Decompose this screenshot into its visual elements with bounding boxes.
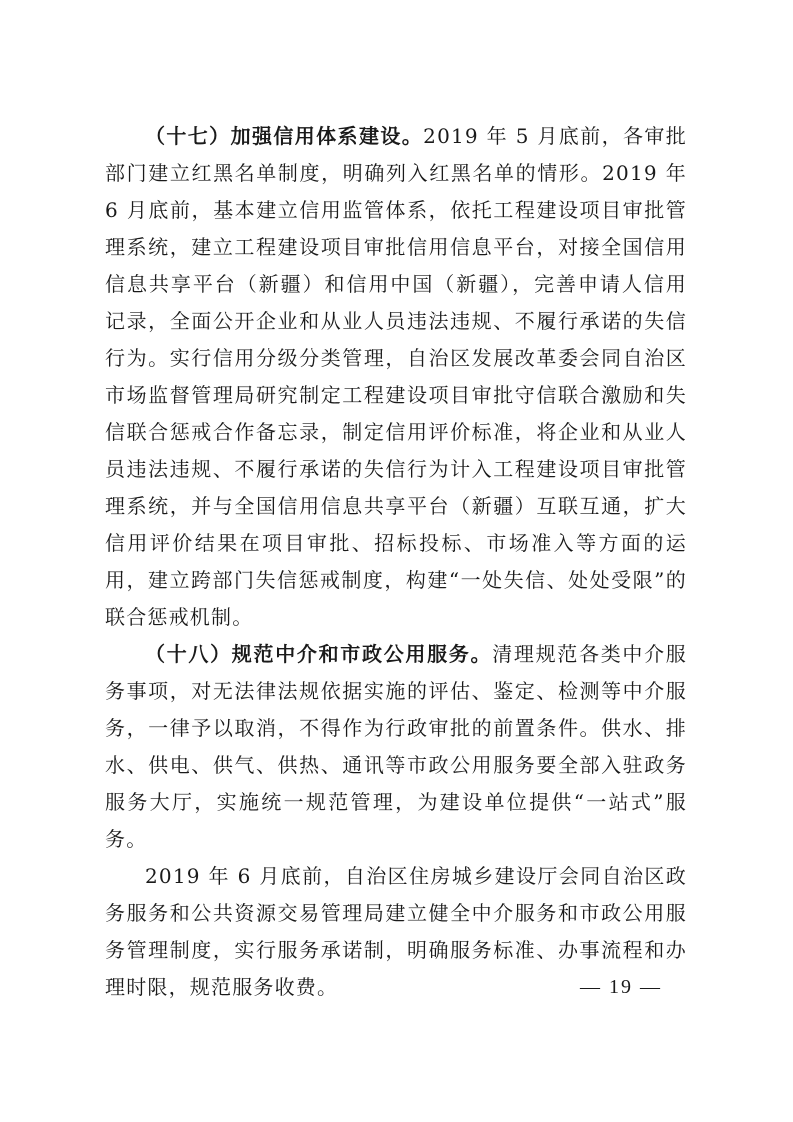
- paragraph-body: 2019 年 6 月底前，自治区住房城乡建设厅会同自治区政务服务和公共资源交易管理局建立健全中介服务和市政公用服务管理制度，实行服务承诺制，明确服务标准、办事流程和办理时限，规范服务收费。: [105, 864, 687, 999]
- paragraph-heading: （十八）规范中介和市政公用服务。: [145, 642, 493, 666]
- paragraph-intermediary-services: [105, 636, 687, 858]
- paragraph-body: 清理规范各类中介服务事项，对无法律法规依据实施的评估、鉴定、检测等中介服务，一律予以取消，不得作为行政审批的前置条件。供水、排水、供电、供气、供热、通讯等市政公用服务要全部入驻政务服务大厅，实施统一规范管理，为建设单位提供“一站式”服务。: [105, 642, 687, 851]
- paragraph-heading: （十七）加强信用体系建设。: [145, 124, 424, 148]
- body-text: [105, 118, 687, 1006]
- paragraph-credit-system: [105, 118, 687, 636]
- page-number: — 19 —: [580, 976, 662, 998]
- paragraph-body: 2019 年 5 月底前，各审批部门建立红黑名单制度，明确列入红黑名单的情形。2019 年 6 月底前，基本建立信用监管体系，依托工程建设项目审批管理系统，建立工程建设项目审批信用信息平台，对接全国信用信息共享平台（新疆）和信用中国（新疆），完善申请人信用记录，全面公开企业和从业人员违法违规、不履行承诺的失信行为。实行信用分级分类管理，自治区发展改革委会同自治区市场监督管理局研究制定工程建设项目审批守信联合激励和失信联合惩戒合作备忘录，制定信用评价标准，将企业和从业人员违法违规、不履行承诺的失信行为计入工程建设项目审批管理系统，并与全国信用信息共享平台（新疆）互联互通，扩大信用评价结果在项目审批、招标投标、市场准入等方面的运用，建立跨部门失信惩戒制度，构建“一处失信、处处受限”的联合惩戒机制。: [105, 124, 687, 629]
